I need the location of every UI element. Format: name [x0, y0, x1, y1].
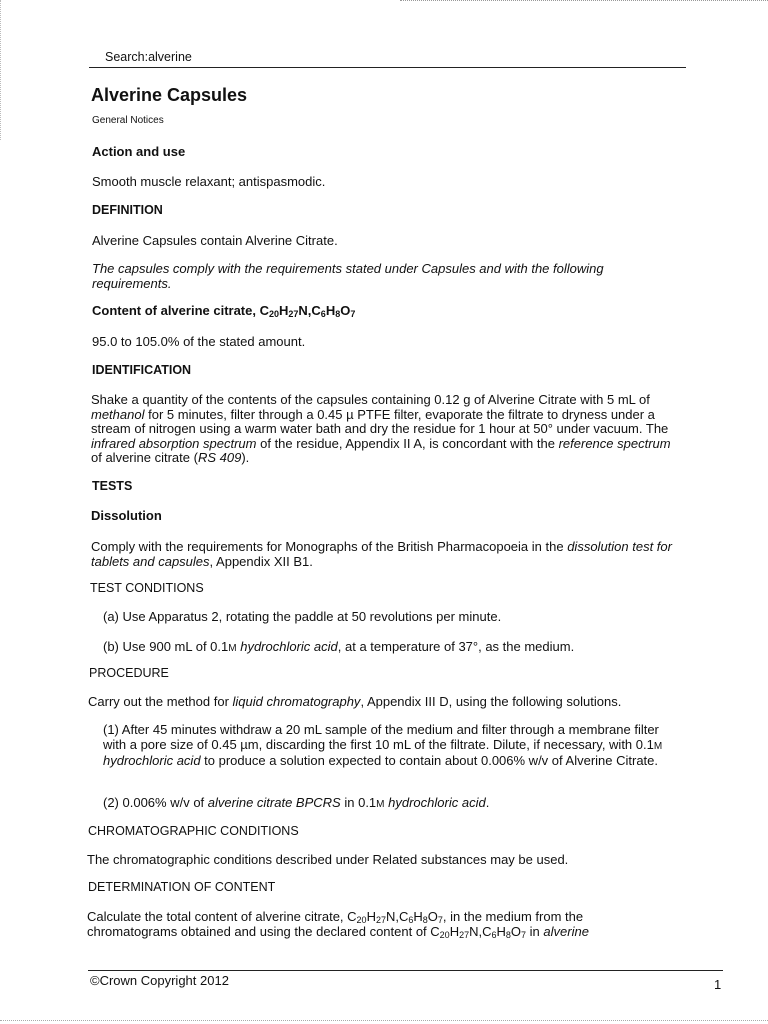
formula-part: H [413, 909, 423, 924]
test-conditions-heading: TEST CONDITIONS [90, 581, 204, 595]
text-run: in 0.1 [344, 795, 377, 810]
text-run: (2) 0.006% w/v of [103, 795, 205, 810]
text-run: Carry out the method for [88, 694, 229, 709]
formula-sub: 7 [437, 915, 443, 925]
formula-sub: 27 [288, 309, 299, 319]
dissolution-text [91, 540, 691, 569]
text-run: , in the medium from the chromatograms obtained and using the declared content of C [87, 909, 584, 939]
text-run: to produce a solution expected to contain about 0.006% w/v of Alverine Citrate. [204, 753, 659, 768]
condition-b [103, 640, 574, 657]
formula-part: O [340, 303, 351, 318]
formula-sub: 8 [422, 915, 428, 925]
formula-part: H [366, 909, 376, 924]
formula-part: N,C [469, 923, 492, 939]
content-heading [92, 304, 355, 319]
solution-1 [103, 723, 679, 769]
italic-run: alverine [543, 923, 589, 939]
italic-run: hydrochloric acid [103, 753, 201, 768]
formula-part: H [279, 303, 289, 318]
page-title: Alverine Capsules [91, 85, 248, 105]
condition-a: (a) Use Apparatus 2, rotating the paddle at 50 revolutions per minute. [103, 609, 502, 624]
formula-sub: 6 [408, 915, 414, 925]
formula-sub: 20 [356, 915, 367, 925]
text-run: Comply with the requirements for Monographs of the British Pharmacopoeia in the [91, 539, 564, 554]
formula-part: O [510, 923, 522, 939]
italic-run: hydrochloric acid [388, 795, 486, 810]
page-number: 1 [714, 977, 722, 992]
molar-symbol: M [228, 643, 237, 654]
action-text: Smooth muscle relaxant; antispasmodic. [92, 174, 326, 189]
text-run: Calculate the total content of alverine citrate, C [87, 909, 357, 924]
italic-run: infrared absorption spectrum [91, 435, 257, 451]
text-run: , Appendix III D, using the following solutions. [360, 694, 622, 709]
formula-sub: 6 [320, 309, 326, 319]
italic-run: dissolution test for tablets and capsules [91, 539, 672, 569]
text-run: in [529, 923, 540, 939]
header-rule [89, 67, 686, 68]
italic-run: alverine citrate BPCRS [207, 795, 341, 810]
formula-part: H [449, 923, 460, 939]
italic-run: methanol [91, 406, 145, 422]
italic-run: reference spectrum [558, 435, 671, 451]
footer-rule [88, 970, 723, 971]
text-run: of alverine citrate ( [91, 450, 198, 465]
content-text: 95.0 to 105.0% of the stated amount. [92, 334, 306, 349]
definition-italic: The capsules comply with the requirements stated under Capsules and with the following requirements. [92, 261, 604, 291]
formula-part: O [427, 909, 438, 924]
molar-symbol: M [376, 799, 385, 810]
text-run: Shake a quantity of the contents of the capsules containing 0.12 g of Alverine Citrate with 5 mL of [91, 392, 650, 407]
text-run: , at a temperature of 37°, as the medium. [337, 639, 575, 654]
formula-part: H [325, 303, 336, 318]
solution-2 [103, 796, 489, 813]
formula-sub: 6 [491, 929, 497, 940]
search-header: Search:alverine [105, 50, 192, 64]
italic-run: hydrochloric acid [240, 639, 338, 654]
text-run: (1) After 45 minutes withdraw a 20 mL sample of the medium and filter through a membrane filter with a pore size of 0.45 µm, discarding the first 10 mL of the filtrate. Dilute, if necessary, with 0.1 [103, 722, 659, 752]
content-heading-prefix: Content of alverine citrate, C [92, 303, 269, 318]
text-run: (b) Use 900 mL of 0.1 [103, 639, 229, 654]
chromatographic-text: The chromatographic conditions described under Related substances may be used. [87, 852, 569, 867]
text-run: ). [241, 450, 250, 465]
formula-sub: 8 [335, 309, 341, 319]
formula-part: H [496, 923, 506, 939]
formula-sub: 8 [505, 929, 511, 940]
text-run: , Appendix XII B1. [209, 553, 313, 569]
scan-edge-top [400, 0, 768, 3]
chromatographic-heading: CHROMATOGRAPHIC CONDITIONS [88, 824, 299, 838]
identification-text [91, 393, 685, 466]
general-notices-link[interactable]: General Notices [92, 115, 164, 126]
text-run: . [485, 795, 490, 810]
dissolution-heading: Dissolution [91, 508, 162, 523]
formula-sub: 20 [268, 309, 279, 319]
formula-part: N,C [385, 909, 409, 924]
definition-text: Alverine Capsules contain Alverine Citrate. [92, 233, 338, 248]
formula-sub: 7 [521, 929, 527, 940]
copyright-footer: ©Crown Copyright 2012 [90, 973, 229, 988]
action-heading: Action and use [92, 144, 186, 159]
formula-sub: 27 [375, 915, 386, 925]
formula-sub: 20 [439, 929, 450, 940]
procedure-text [88, 695, 621, 710]
scan-edge-left [0, 0, 15, 140]
formula-part: N,C [298, 303, 321, 318]
determination-heading: DETERMINATION OF CONTENT [88, 880, 276, 894]
text-run: of the residue, Appendix II A, is concordant with the [260, 435, 555, 451]
determination-text [87, 910, 647, 939]
tests-heading: TESTS [92, 479, 133, 493]
italic-run: RS 409 [197, 450, 242, 465]
formula-sub: 7 [350, 309, 356, 319]
italic-run: liquid chromatography [232, 694, 361, 709]
text-run: for 5 minutes, filter through a 0.45 µ PTFE filter, evaporate the filtrate to dryness under a stream of nitrogen using a warm water bath and dry the residue for 1 hour at 50° under vacuum. The [91, 406, 669, 436]
formula-sub: 27 [459, 929, 470, 940]
scan-edge-bottom [0, 1020, 768, 1023]
identification-heading: IDENTIFICATION [92, 363, 192, 377]
procedure-heading: PROCEDURE [89, 666, 169, 680]
definition-heading: DEFINITION [92, 203, 163, 217]
molar-symbol: M [653, 740, 663, 752]
